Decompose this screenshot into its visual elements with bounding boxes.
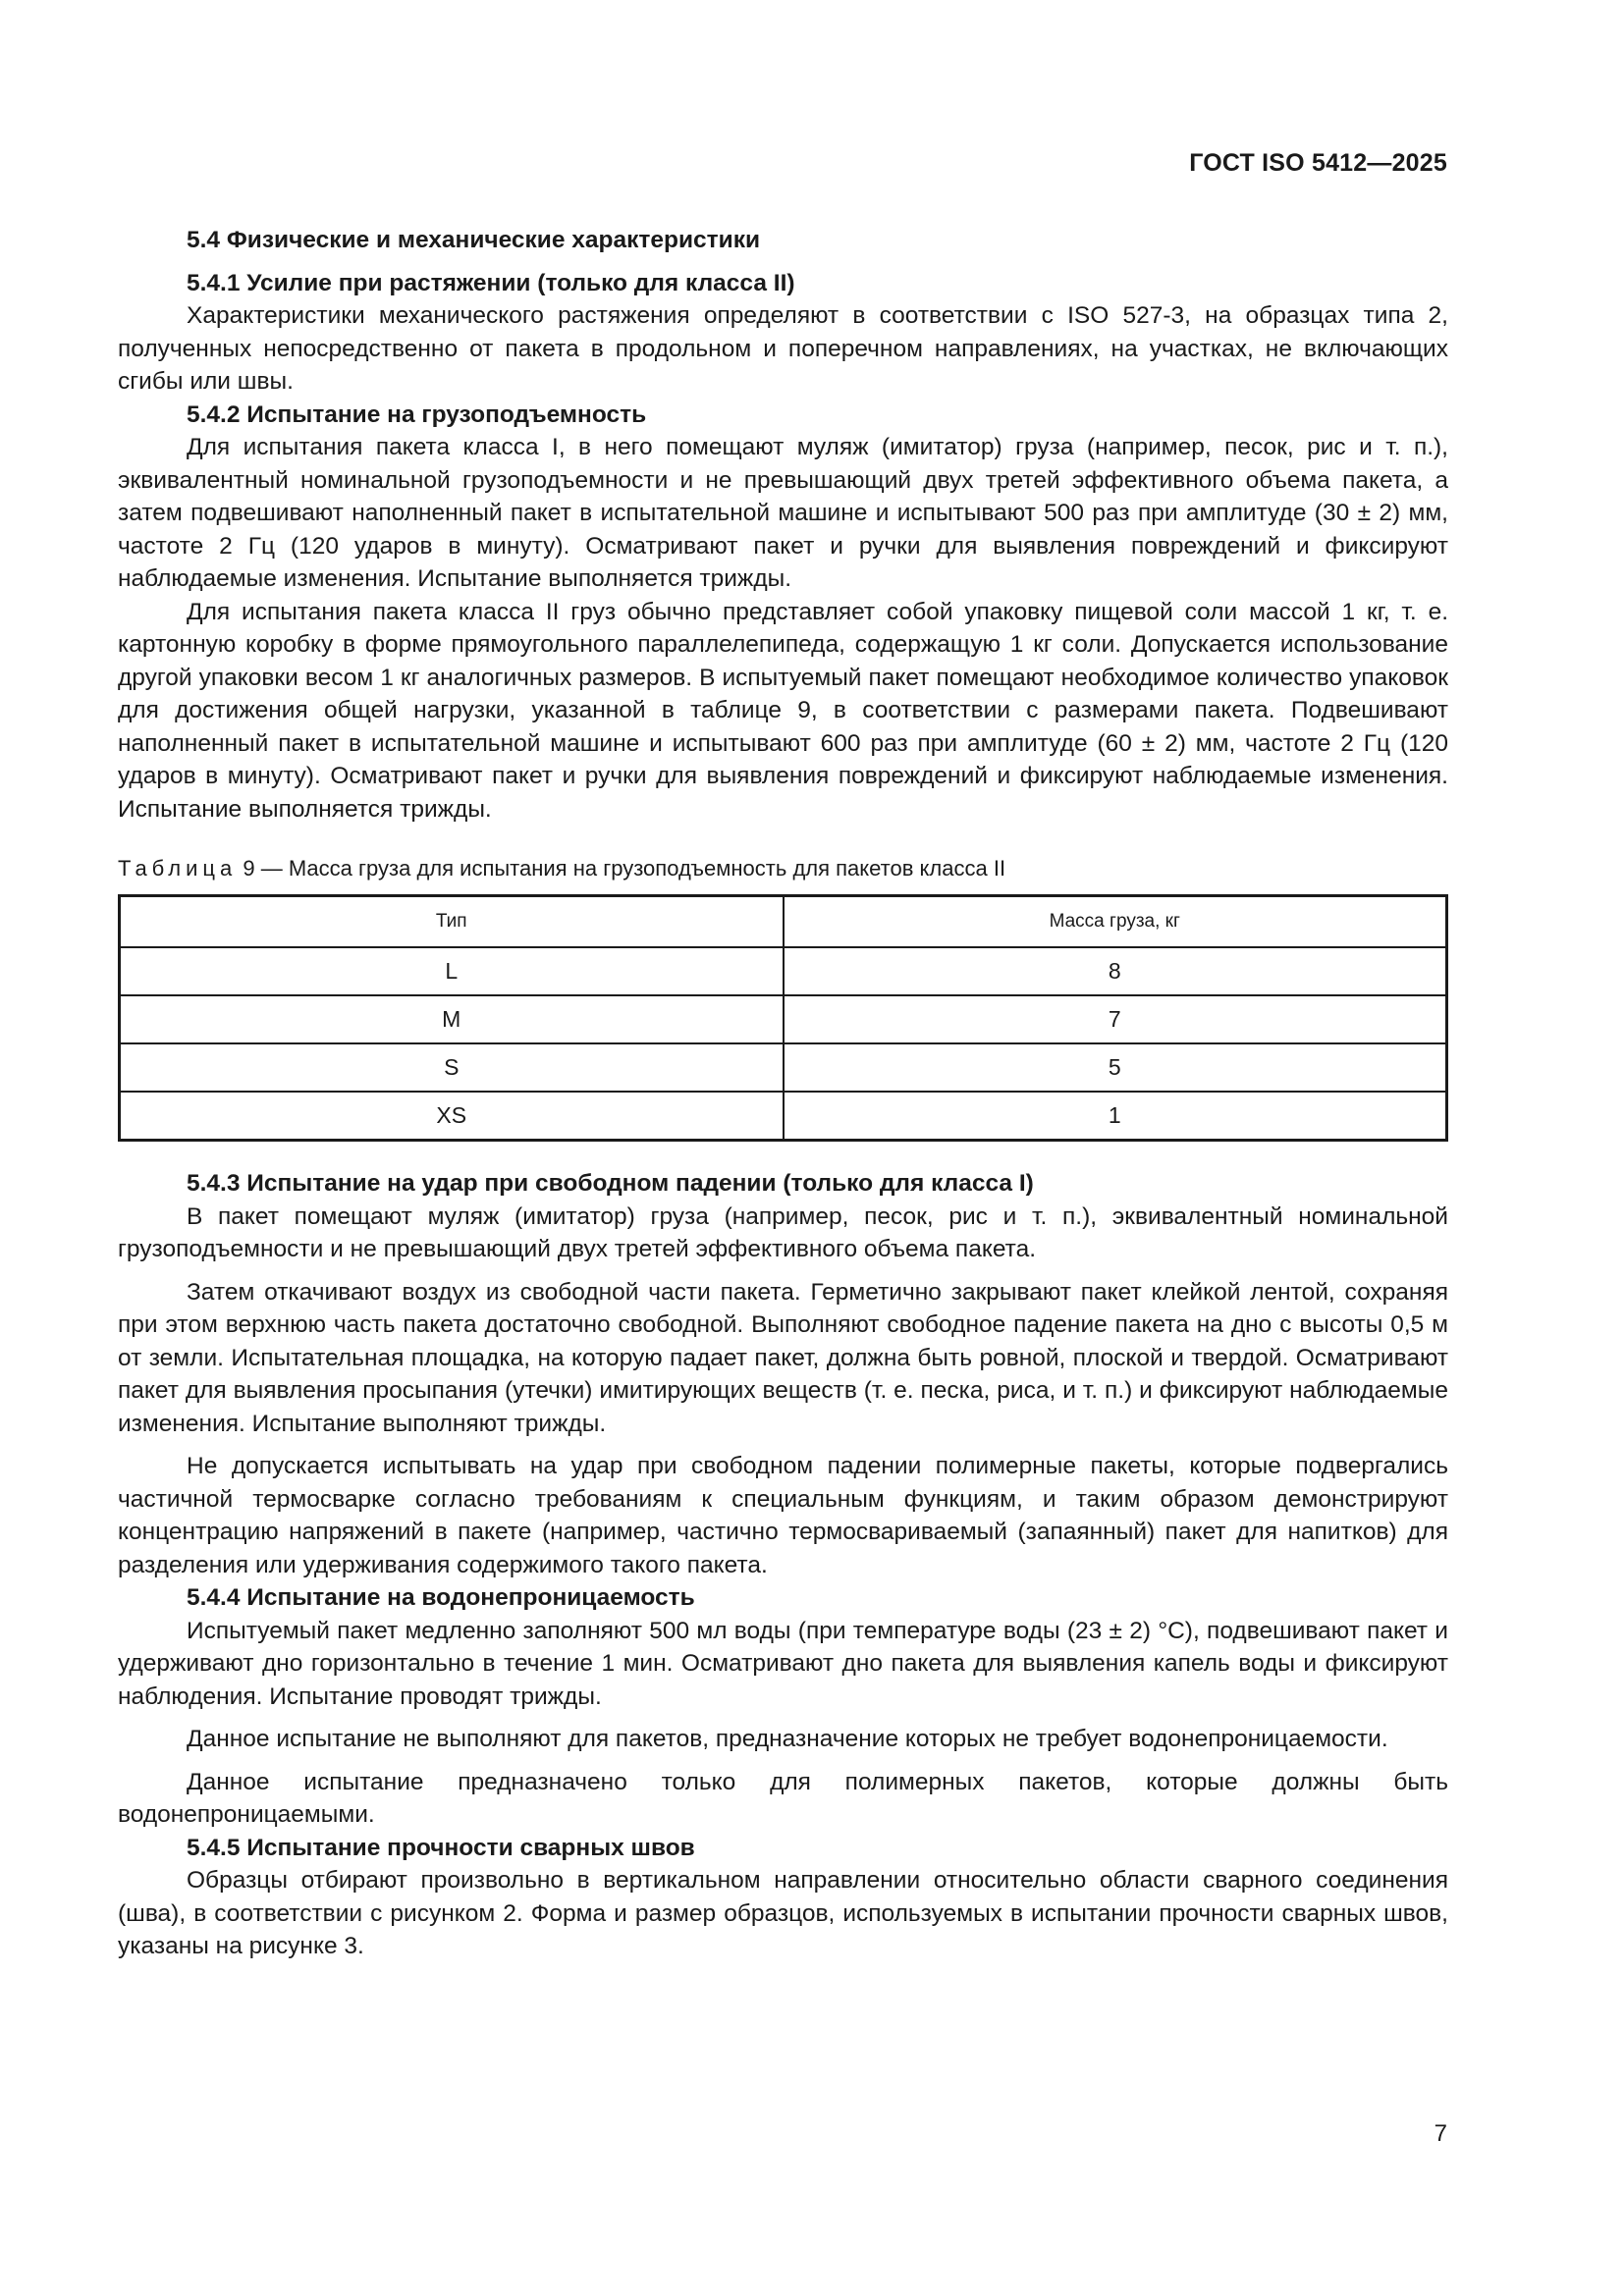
cell-mass: 5 <box>784 1043 1447 1092</box>
cell-mass: 8 <box>784 947 1447 995</box>
paragraph: Затем откачивают воздух из свободной части пакета. Герметично закрывают пакет клейкой лентой, сохраняя при этом верхнюю часть пакета достаточно свободной. Выполняют свободное падение пакета на дно с высоты 0,5 м от земли. Испытательная площадка, на которую падает пакет, должна быть ровной, плоской и твердой. Осматривают пакет для выявления просыпания (утечки) имитирующих веществ (т. е. песка, риса, и т. п.) и фиксируют наблюдаемые изменения. Испытание выполняют трижды. <box>118 1278 1448 1437</box>
document-body <box>118 224 1448 1963</box>
section-heading-5-4-1: 5.4.1 Усилие при растяжении (только для класса II) <box>187 269 795 296</box>
paragraph: Образцы отбирают произвольно в вертикальном направлении относительно области сварного соединения (шва), в соответствии с рисунком 2. Форма и размер образцов, используемых в испытании прочности сварных швов, указаны на рисунке 3. <box>118 1867 1448 1959</box>
paragraph: Для испытания пакета класса II груз обычно представляет собой упаковку пищевой соли массой 1 кг, т. е. картонную коробку в форме прямоугольного параллелепипеда, содержащую 1 кг соли. Допускается использование другой упаковки весом 1 кг аналогичных размеров. В испытуемый пакет помещают необходимое количество упаковок для достижения общей нагрузки, указанной в таблице 9, в соответствии с размерами пакета. Подвешивают наполненный пакет в испытательной машине и испытывают 600 раз при амплитуде (60 ± 2) мм, частоте 2 Гц (120 ударов в минуту). Осматривают пакет и ручки для выявления повреждений и фиксируют наблюдаемые изменения. Испытание выполняется трижды. <box>118 598 1448 823</box>
cell-mass: 7 <box>784 995 1447 1043</box>
section-heading-5-4-3: 5.4.3 Испытание на удар при свободном падении (только для класса I) <box>187 1170 1034 1197</box>
paragraph: Для испытания пакета класса I, в него помещают муляж (имитатор) груза (например, песок, рис и т. п.), эквивалентный номинальной грузоподъемности и не превышающий двух третей эффективного объема пакета, а затем подвешивают наполненный пакет в испытательной машине и испытывают 500 раз при амплитуде (30 ± 2) мм, частоте 2 Гц (120 ударов в минуту). Осматривают пакет и ручки для выявления повреждений и фиксируют наблюдаемые изменения. Испытание выполняется трижды. <box>118 434 1448 592</box>
table-row <box>120 1092 1447 1141</box>
paragraph: Не допускается испытывать на удар при свободном падении полимерные пакеты, которые подвергались частичной термосварке согласно требованиям к специальным функциям, и таким образом демонстрируют концентрацию напряжений в пакете (например, частично термосвариваемый (запаянный) пакет для напитков) для разделения или удерживания содержимого такого пакета. <box>118 1453 1448 1578</box>
table-caption <box>118 855 1448 882</box>
table-header-row <box>120 896 1447 948</box>
paragraph: Испытуемый пакет медленно заполняют 500 мл воды (при температуре воды (23 ± 2) °С), подвешивают пакет и удерживают дно горизонтально в течение 1 мин. Осматривают дно пакета для выявления капель воды и фиксируют наблюдения. Испытание проводят трижды. <box>118 1617 1448 1710</box>
paragraph: Характеристики механического растяжения определяют в соответствии с ISO 527-3, на образцах типа 2, полученных непосредственно от пакета в продольном и поперечном направлениях, на участках, не включающих сгибы или швы. <box>118 302 1448 395</box>
section-heading-5-4-4: 5.4.4 Испытание на водонепроницаемость <box>187 1584 695 1611</box>
page-number: 7 <box>1434 2120 1447 2147</box>
table-caption-label: Таблица <box>118 856 238 881</box>
table-row <box>120 947 1447 995</box>
cell-mass: 1 <box>784 1092 1447 1141</box>
paragraph: В пакет помещают муляж (имитатор) груза (например, песок, рис и т. п.), эквивалентный номинальной грузоподъемности и не превышающий двух третей эффективного объема пакета. <box>118 1202 1448 1262</box>
paragraph: Данное испытание не выполняют для пакетов, предназначение которых не требует водонепроницаемости. <box>187 1726 1388 1752</box>
cell-type: XS <box>120 1092 784 1141</box>
document-header: ГОСТ ISO 5412—2025 <box>1189 149 1447 177</box>
paragraph: Данное испытание предназначено только для полимерных пакетов, которые должны быть водонепроницаемыми. <box>118 1768 1448 1828</box>
section-heading-5-4-5: 5.4.5 Испытание прочности сварных швов <box>187 1834 695 1861</box>
load-mass-table <box>118 894 1448 1142</box>
table-row <box>120 995 1447 1043</box>
table-row <box>120 1043 1447 1092</box>
table-caption-text: 9 — Масса груза для испытания на грузоподъемность для пакетов класса II <box>243 856 1006 881</box>
column-header-mass: Масса груза, кг <box>784 896 1447 948</box>
cell-type: L <box>120 947 784 995</box>
column-header-type: Тип <box>120 896 784 948</box>
section-heading-5-4-2: 5.4.2 Испытание на грузоподъемность <box>187 400 647 428</box>
section-heading-5-4: 5.4 Физические и механические характеристики <box>187 227 761 253</box>
cell-type: S <box>120 1043 784 1092</box>
cell-type: M <box>120 995 784 1043</box>
